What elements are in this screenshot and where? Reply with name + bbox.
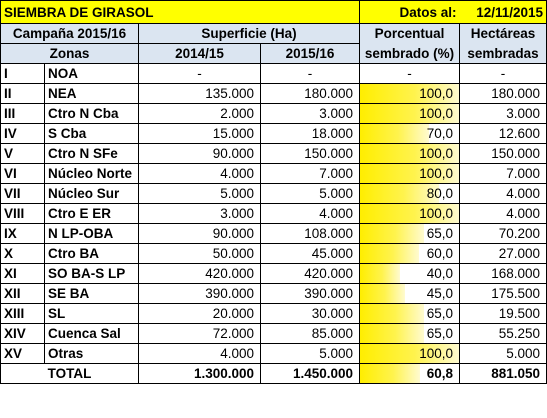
pct-cell	[360, 184, 460, 204]
date-label: Datos al:	[360, 1, 460, 24]
porcentual-sembrado: 65,0	[426, 326, 454, 341]
campaign-header: Campaña 2015/16	[1, 24, 139, 44]
superficie-2015: 420.000	[261, 264, 360, 284]
porcentual-sembrado: 100,0	[419, 166, 454, 181]
table-row	[1, 64, 547, 84]
zone-name: NEA	[45, 84, 139, 104]
superficie-2014: 2.000	[139, 104, 261, 124]
pct-cell	[360, 204, 460, 224]
hectareas-sembradas: 27.000	[460, 244, 547, 264]
superficie-2014: 72.000	[139, 324, 261, 344]
report-title: SIEMBRA DE GIRASOL	[1, 1, 360, 24]
porcentual-sembrado: 100,0	[419, 206, 454, 221]
total-2014: 1.300.000	[139, 364, 261, 384]
superficie-2014: 135.000	[139, 84, 261, 104]
superficie-2014: 20.000	[139, 304, 261, 324]
hectareas-sembradas: 175.500	[460, 284, 547, 304]
superficie-2014: 90.000	[139, 224, 261, 244]
zonas-header: Zonas	[1, 44, 139, 64]
zone-number: II	[1, 84, 45, 104]
table-row	[1, 104, 547, 124]
zone-number: V	[1, 144, 45, 164]
porcentual-sembrado: 80,0	[426, 186, 454, 201]
total-hs: 881.050	[460, 364, 547, 384]
porcentual-header: Porcentual	[360, 24, 460, 44]
pct-cell	[360, 124, 460, 144]
zone-number: IV	[1, 124, 45, 144]
superficie-2014: 15.000	[139, 124, 261, 144]
porcentual-sembrado: 45,0	[426, 286, 454, 301]
superficie-2015: 5.000	[261, 184, 360, 204]
hectareas-sembradas: 55.250	[460, 324, 547, 344]
hectareas-sembradas: 3.000	[460, 104, 547, 124]
total-pct-cell	[360, 364, 460, 384]
pct-cell	[360, 104, 460, 124]
zone-number: X	[1, 244, 45, 264]
superficie-2015: 18.000	[261, 124, 360, 144]
hectareas-header: Hectáreas	[460, 24, 547, 44]
table-row	[1, 84, 547, 104]
hectareas-sembradas: 5.000	[460, 344, 547, 364]
table-row	[1, 304, 547, 324]
hectareas-sembradas: 180.000	[460, 84, 547, 104]
porcentual-sembrado: 60,0	[426, 246, 454, 261]
porcentual-sembrado: 100,0	[419, 146, 454, 161]
superficie-2015: 5.000	[261, 344, 360, 364]
porcentual-sembrado: 100,0	[419, 106, 454, 121]
table-row	[1, 264, 547, 284]
zone-name: Ctro BA	[45, 244, 139, 264]
superficie-2014: 4.000	[139, 164, 261, 184]
table-row	[1, 144, 547, 164]
superficie-2015: -	[261, 64, 360, 84]
zone-name: Núcleo Norte	[45, 164, 139, 184]
col-2014-header: 2014/15	[139, 44, 261, 64]
pct-cell	[360, 284, 460, 304]
superficie-header: Superficie (Ha)	[139, 24, 360, 44]
table-row	[1, 124, 547, 144]
zone-name: Núcleo Sur	[45, 184, 139, 204]
zone-name: SL	[45, 304, 139, 324]
zone-name: Otras	[45, 344, 139, 364]
pct-cell	[360, 344, 460, 364]
superficie-2014: 390.000	[139, 284, 261, 304]
total-row	[1, 364, 547, 384]
superficie-2014: 5.000	[139, 184, 261, 204]
porcentual-sembrado: -	[407, 66, 412, 81]
zone-name: Ctro E ER	[45, 204, 139, 224]
porcentual-sembrado: 65,0	[426, 306, 454, 321]
superficie-2014: 3.000	[139, 204, 261, 224]
title-row	[1, 1, 547, 24]
porcentual-sembrado: 40,0	[426, 266, 454, 281]
pct-cell	[360, 244, 460, 264]
zone-name: Ctro N Cba	[45, 104, 139, 124]
superficie-2015: 108.000	[261, 224, 360, 244]
superficie-2014: 50.000	[139, 244, 261, 264]
table-row	[1, 284, 547, 304]
zone-number: XIII	[1, 304, 45, 324]
zone-number: III	[1, 104, 45, 124]
superficie-2014: 90.000	[139, 144, 261, 164]
hectareas-sembradas: 168.000	[460, 264, 547, 284]
zone-number: XIV	[1, 324, 45, 344]
hectareas-sembradas: 19.500	[460, 304, 547, 324]
col-2015-header: 2015/16	[261, 44, 360, 64]
porcentual-sembrado: 100,0	[419, 346, 454, 361]
total-pct-value: 60,8	[426, 366, 454, 381]
superficie-2014: 4.000	[139, 344, 261, 364]
superficie-2015: 45.000	[261, 244, 360, 264]
superficie-2015: 150.000	[261, 144, 360, 164]
hectareas-sembradas: -	[460, 64, 547, 84]
superficie-2015: 85.000	[261, 324, 360, 344]
zone-number: IX	[1, 224, 45, 244]
table-row	[1, 224, 547, 244]
zone-name: S Cba	[45, 124, 139, 144]
superficie-2015: 180.000	[261, 84, 360, 104]
zone-number: VIII	[1, 204, 45, 224]
hectareas-sembradas: 4.000	[460, 204, 547, 224]
date-value: 12/11/2015	[460, 1, 547, 24]
pct-cell	[360, 84, 460, 104]
porcentual-sembrado: 70,0	[426, 126, 454, 141]
zone-number: VI	[1, 164, 45, 184]
zone-name: SO BA-S LP	[45, 264, 139, 284]
superficie-2014: -	[139, 64, 261, 84]
table-row	[1, 164, 547, 184]
zone-number: VII	[1, 184, 45, 204]
pct-cell	[360, 324, 460, 344]
pct-cell	[360, 224, 460, 244]
table-row	[1, 204, 547, 224]
superficie-2014: 420.000	[139, 264, 261, 284]
zone-name: Cuenca Sal	[45, 324, 139, 344]
header-row-2	[1, 44, 547, 64]
zone-name: SE BA	[45, 284, 139, 304]
pct-cell	[360, 144, 460, 164]
superficie-2015: 4.000	[261, 204, 360, 224]
superficie-2015: 7.000	[261, 164, 360, 184]
table-body	[1, 64, 547, 364]
hectareas-sembradas: 4.000	[460, 184, 547, 204]
hectareas-sembradas: 150.000	[460, 144, 547, 164]
zone-name: Ctro N SFe	[45, 144, 139, 164]
zone-name: N LP-OBA	[45, 224, 139, 244]
table-row	[1, 244, 547, 264]
zone-name: NOA	[45, 64, 139, 84]
table-row	[1, 324, 547, 344]
hectareas-sembradas: 12.600	[460, 124, 547, 144]
zone-number: XII	[1, 284, 45, 304]
porcentual-sembrado: 100,0	[419, 86, 454, 101]
zone-number: XV	[1, 344, 45, 364]
porcentual-sembrado: 65,0	[426, 226, 454, 241]
table-row	[1, 344, 547, 364]
hectareas-sembradas: 7.000	[460, 164, 547, 184]
pct-cell	[360, 304, 460, 324]
superficie-2015: 390.000	[261, 284, 360, 304]
pct-cell	[360, 64, 460, 84]
superficie-2015: 30.000	[261, 304, 360, 324]
pct-cell	[360, 264, 460, 284]
porcentual-header-sub: sembrado (%)	[360, 44, 460, 64]
hectareas-sembradas: 70.200	[460, 224, 547, 244]
header-row-1	[1, 24, 547, 44]
pct-cell	[360, 164, 460, 184]
total-2015: 1.450.000	[261, 364, 360, 384]
zone-number: XI	[1, 264, 45, 284]
hectareas-header-sub: sembradas	[460, 44, 547, 64]
superficie-2015: 3.000	[261, 104, 360, 124]
zone-number: I	[1, 64, 45, 84]
total-label: TOTAL	[1, 364, 139, 384]
table-row	[1, 184, 547, 204]
